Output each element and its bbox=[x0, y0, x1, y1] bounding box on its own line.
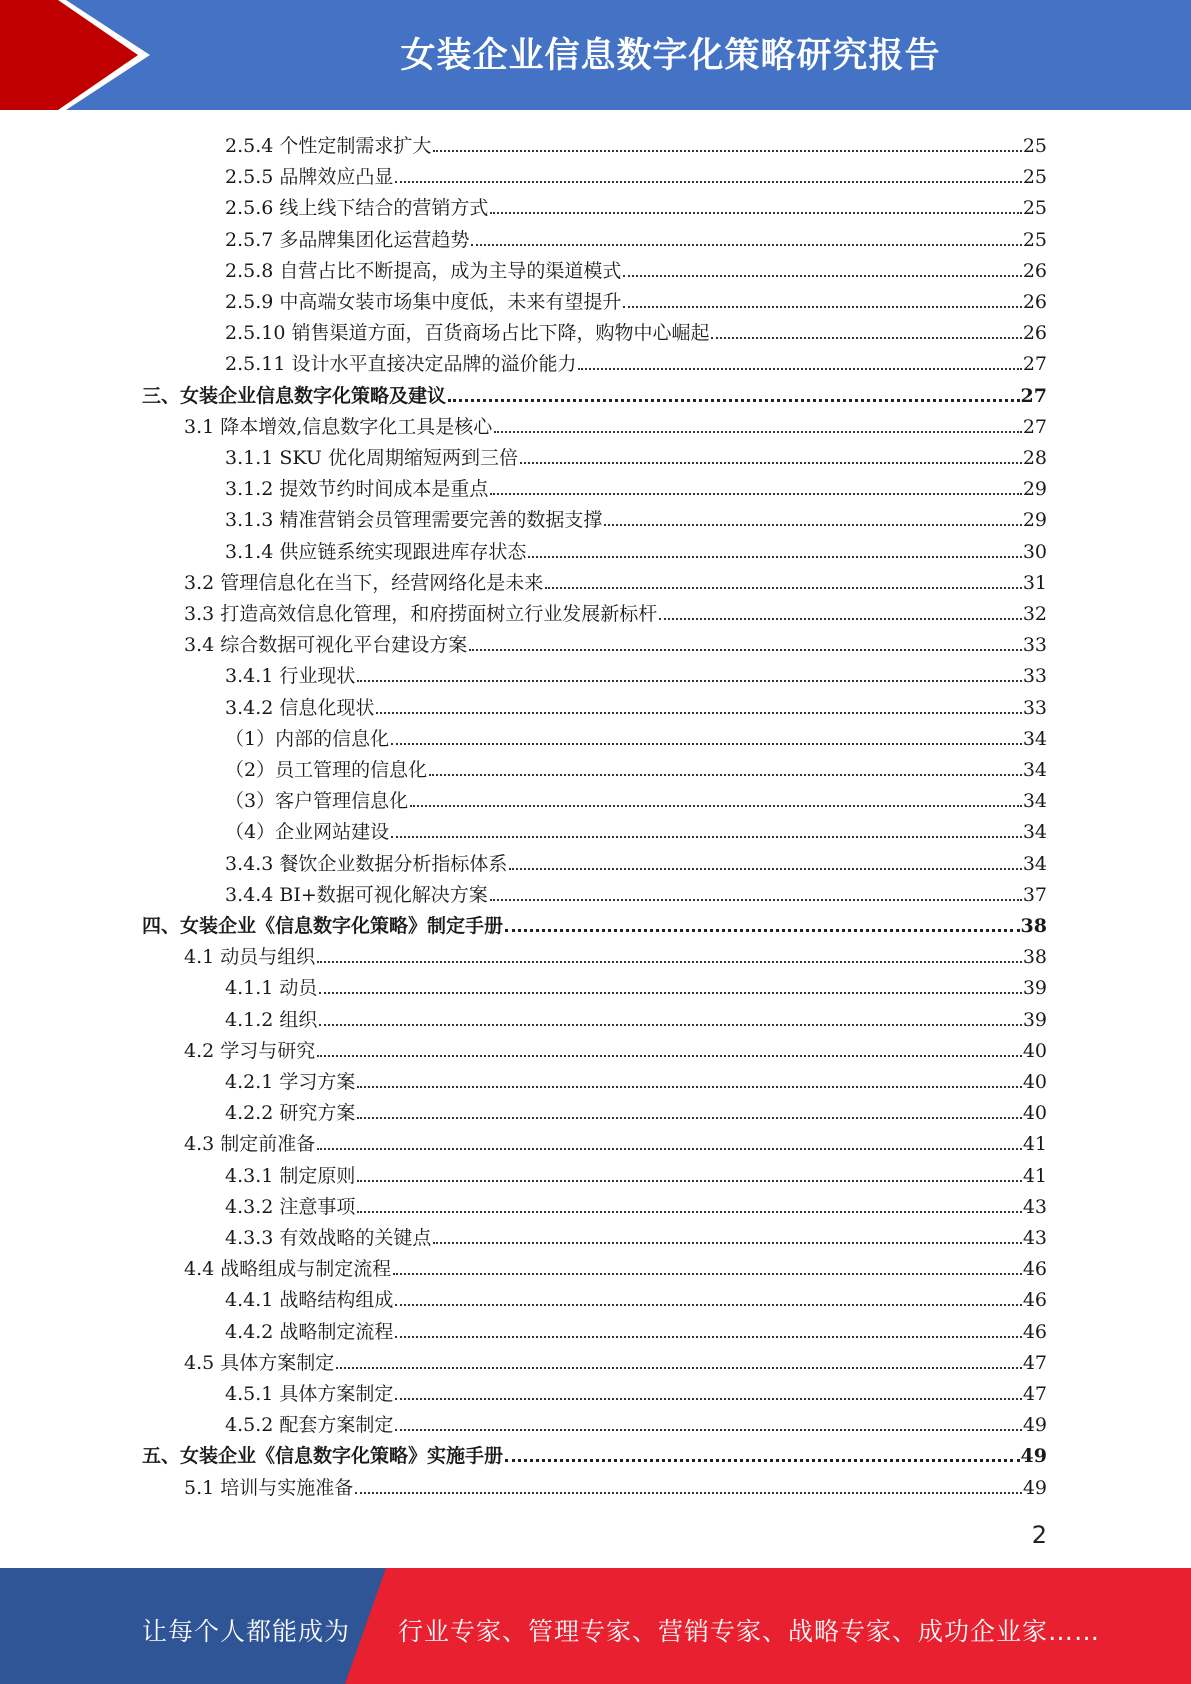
toc-entry-title: （1）内部的信息化 bbox=[225, 728, 390, 750]
toc-dot-leader bbox=[395, 1398, 1021, 1400]
toc-entry-page: 25 bbox=[1022, 166, 1047, 188]
toc-entry[interactable] bbox=[225, 283, 1047, 314]
toc-entry-page: 26 bbox=[1022, 322, 1047, 344]
toc-dot-leader bbox=[319, 1024, 1021, 1026]
toc-dot-leader bbox=[490, 212, 1021, 214]
toc-dot-leader bbox=[604, 524, 1021, 526]
toc-dot-leader bbox=[520, 462, 1022, 464]
toc-entry-page: 33 bbox=[1022, 634, 1047, 656]
toc-entry[interactable] bbox=[184, 1125, 1047, 1156]
toc-entry-title: 4.3.3 有效战略的关键点 bbox=[225, 1227, 432, 1249]
toc-entry-page: 27 bbox=[1020, 385, 1047, 407]
toc-entry-title: 4.3.2 注意事项 bbox=[225, 1196, 356, 1218]
toc-entry-page: 41 bbox=[1022, 1133, 1047, 1155]
toc-entry[interactable] bbox=[142, 377, 1047, 408]
toc-entry-page: 30 bbox=[1022, 541, 1047, 563]
toc-dot-leader bbox=[355, 1492, 1022, 1494]
toc-dot-leader bbox=[490, 899, 1022, 901]
toc-entry-page: 38 bbox=[1022, 946, 1047, 968]
toc-entry-title: 3.4.4 BI+数据可视化解决方案 bbox=[225, 884, 488, 906]
toc-dot-leader bbox=[711, 337, 1021, 339]
toc-entry-page: 46 bbox=[1022, 1258, 1047, 1280]
toc-dot-leader bbox=[433, 1242, 1021, 1244]
toc-entry-title: 3.4.3 餐饮企业数据分析指标体系 bbox=[225, 853, 508, 875]
toc-dot-leader bbox=[357, 1086, 1021, 1088]
toc-entry[interactable] bbox=[225, 657, 1047, 688]
toc-entry-title: 5.1 培训与实施准备 bbox=[184, 1477, 354, 1499]
footer-slogan-left: 让每个人都能成为 bbox=[142, 1617, 351, 1646]
toc-dot-leader bbox=[391, 836, 1022, 838]
toc-dot-leader bbox=[336, 1367, 1022, 1369]
toc-entry[interactable] bbox=[225, 969, 1047, 1000]
toc-entry-title: 3.4 综合数据可视化平台建设方案 bbox=[184, 634, 468, 656]
toc-entry-page: 31 bbox=[1022, 572, 1047, 594]
toc-dot-leader bbox=[494, 431, 1022, 433]
toc-entry[interactable] bbox=[184, 938, 1047, 969]
toc-entry[interactable] bbox=[225, 845, 1047, 876]
toc-entry-page: 27 bbox=[1022, 353, 1047, 375]
toc-dot-leader bbox=[357, 1180, 1021, 1182]
toc-dot-leader bbox=[357, 680, 1021, 682]
toc-entry[interactable] bbox=[225, 720, 1047, 751]
toc-entry-title: 3.1.2 提效节约时间成本是重点 bbox=[225, 478, 489, 500]
toc-entry-title: 3.4.2 信息化现状 bbox=[225, 697, 375, 719]
toc-entry-title: 4.2.2 研究方案 bbox=[225, 1102, 356, 1124]
toc-entry-page: 28 bbox=[1022, 447, 1047, 469]
toc-dot-leader bbox=[391, 743, 1022, 745]
toc-entry-title: 4.1.2 组织 bbox=[225, 1009, 318, 1031]
toc-entry-title: 2.5.9 中高端女装市场集中度低，未来有望提升 bbox=[225, 291, 622, 313]
toc-entry[interactable] bbox=[225, 1313, 1047, 1344]
toc-entry[interactable] bbox=[225, 751, 1047, 782]
toc-dot-leader bbox=[623, 275, 1021, 277]
toc-dot-leader bbox=[623, 306, 1021, 308]
toc-entry-page: 46 bbox=[1022, 1321, 1047, 1343]
toc-dot-leader bbox=[469, 649, 1022, 651]
toc-entry-page: 34 bbox=[1022, 821, 1047, 843]
toc-entry-page: 40 bbox=[1022, 1040, 1047, 1062]
toc-entry-page: 25 bbox=[1022, 135, 1047, 157]
toc-dot-leader bbox=[410, 805, 1022, 807]
toc-entry-page: 33 bbox=[1022, 697, 1047, 719]
toc-entry-title: 4.2 学习与研究 bbox=[184, 1040, 316, 1062]
toc-entry-page: 33 bbox=[1022, 665, 1047, 687]
toc-entry[interactable] bbox=[142, 907, 1047, 938]
toc-entry[interactable] bbox=[225, 314, 1047, 345]
toc-entry[interactable] bbox=[225, 1375, 1047, 1406]
toc-entry-title: 3.1 降本增效,信息数字化工具是核心 bbox=[184, 416, 493, 438]
toc-entry[interactable] bbox=[184, 1344, 1047, 1375]
toc-dot-leader bbox=[395, 1304, 1021, 1306]
toc-entry-title: 4.5.2 配套方案制定 bbox=[225, 1414, 394, 1436]
toc-entry-page: 46 bbox=[1022, 1289, 1047, 1311]
toc-entry-page: 40 bbox=[1022, 1102, 1047, 1124]
toc-entry[interactable] bbox=[225, 876, 1047, 907]
toc-entry-title: 4.1.1 动员 bbox=[225, 977, 318, 999]
toc-entry[interactable] bbox=[184, 1469, 1047, 1500]
toc-entry[interactable] bbox=[225, 1219, 1047, 1250]
toc-entry[interactable] bbox=[142, 1437, 1047, 1468]
toc-entry[interactable] bbox=[225, 689, 1047, 720]
toc-dot-leader bbox=[395, 181, 1021, 183]
toc-entry-title: 2.5.8 自营占比不断提高，成为主导的渠道模式 bbox=[225, 260, 622, 282]
toc-entry[interactable] bbox=[225, 158, 1047, 189]
toc-entry[interactable] bbox=[184, 626, 1047, 657]
toc-dot-leader bbox=[395, 1336, 1021, 1338]
toc-entry-page: 43 bbox=[1022, 1196, 1047, 1218]
toc-entry-title: 2.5.5 品牌效应凸显 bbox=[225, 166, 394, 188]
toc-entry-page: 39 bbox=[1022, 1009, 1047, 1031]
toc-entry-title: 2.5.11 设计水平直接决定品牌的溢价能力 bbox=[225, 353, 577, 375]
toc-entry-page: 34 bbox=[1022, 790, 1047, 812]
toc-entry[interactable] bbox=[225, 782, 1047, 813]
toc-entry-title: 五、女装企业《信息数字化策略》实施手册 bbox=[142, 1445, 504, 1467]
toc-entry[interactable] bbox=[225, 1157, 1047, 1188]
toc-entry[interactable] bbox=[225, 252, 1047, 283]
toc-entry[interactable] bbox=[225, 1063, 1047, 1094]
toc-entry-page: 49 bbox=[1020, 1445, 1047, 1467]
toc-entry-page: 40 bbox=[1022, 1071, 1047, 1093]
toc-dot-leader bbox=[376, 712, 1021, 714]
footer-slogan-right: 行业专家、管理专家、营销专家、战略专家、成功企业家…… bbox=[398, 1617, 1101, 1646]
toc-entry-page: 39 bbox=[1022, 977, 1047, 999]
toc-entry-page: 34 bbox=[1022, 728, 1047, 750]
page-footer bbox=[0, 1568, 1191, 1684]
toc-dot-leader bbox=[528, 556, 1021, 558]
toc-entry-page: 43 bbox=[1022, 1227, 1047, 1249]
toc-entry[interactable] bbox=[184, 595, 1047, 626]
toc-entry-title: 3.3 打造高效信息化管理，和府捞面树立行业发展新标杆 bbox=[184, 603, 658, 625]
toc-dot-leader bbox=[317, 961, 1022, 963]
toc-entry-title: （3）客户管理信息化 bbox=[225, 790, 409, 812]
toc-dot-leader bbox=[659, 618, 1022, 620]
toc-entry[interactable] bbox=[225, 1281, 1047, 1312]
toc-entry-page: 47 bbox=[1022, 1383, 1047, 1405]
page-number: 2 bbox=[1031, 1521, 1047, 1549]
toc-entry-title: （2）员工管理的信息化 bbox=[225, 759, 428, 781]
toc-entry-title: 4.4.1 战略结构组成 bbox=[225, 1289, 394, 1311]
toc-entry-page: 37 bbox=[1022, 884, 1047, 906]
toc-entry-page: 41 bbox=[1022, 1165, 1047, 1187]
toc-entry-title: 3.1.4 供应链系统实现跟进库存状态 bbox=[225, 541, 527, 563]
toc-dot-leader bbox=[319, 992, 1021, 994]
toc-dot-leader bbox=[433, 150, 1021, 152]
toc-entry[interactable] bbox=[225, 1406, 1047, 1437]
toc-dot-leader bbox=[578, 368, 1021, 370]
toc-dot-leader bbox=[545, 587, 1022, 589]
toc-entry[interactable] bbox=[225, 439, 1047, 470]
toc-entry-title: （4）企业网站建设 bbox=[225, 821, 390, 843]
toc-entry[interactable] bbox=[225, 1188, 1047, 1219]
toc-entry-page: 29 bbox=[1022, 509, 1047, 531]
toc-entry-page: 47 bbox=[1022, 1352, 1047, 1374]
toc-entry-title: 2.5.7 多品牌集团化运营趋势 bbox=[225, 229, 470, 251]
toc-entry-page: 32 bbox=[1022, 603, 1047, 625]
toc-entry[interactable] bbox=[225, 189, 1047, 220]
toc-entry[interactable] bbox=[184, 1032, 1047, 1063]
toc-dot-leader bbox=[395, 1429, 1021, 1431]
toc-dot-leader bbox=[509, 868, 1021, 870]
toc-entry[interactable] bbox=[184, 564, 1047, 595]
toc-entry-page: 49 bbox=[1022, 1414, 1047, 1436]
toc-entry-page: 25 bbox=[1022, 229, 1047, 251]
toc-entry-page: 27 bbox=[1022, 416, 1047, 438]
toc-entry-page: 25 bbox=[1022, 197, 1047, 219]
toc-dot-leader bbox=[357, 1211, 1021, 1213]
toc-entry[interactable] bbox=[225, 1001, 1047, 1032]
toc-entry-title: 4.5.1 具体方案制定 bbox=[225, 1383, 394, 1405]
toc-dot-leader bbox=[393, 1273, 1022, 1275]
toc-entry[interactable] bbox=[225, 221, 1047, 252]
toc-entry-title: 3.1.1 SKU 优化周期缩短两到三倍 bbox=[225, 447, 518, 469]
toc-dot-leader bbox=[317, 1148, 1022, 1150]
toc-entry-title: 三、女装企业信息数字化策略及建议 bbox=[142, 385, 447, 407]
toc-entry[interactable] bbox=[184, 408, 1047, 439]
toc-entry-title: 四、女装企业《信息数字化策略》制定手册 bbox=[142, 915, 504, 937]
toc-dot-leader bbox=[490, 493, 1021, 495]
toc-entry-title: 4.3 制定前准备 bbox=[184, 1133, 316, 1155]
toc-dot-leader bbox=[429, 774, 1022, 776]
toc-entry[interactable] bbox=[225, 127, 1047, 158]
toc-entry-title: 4.2.1 学习方案 bbox=[225, 1071, 356, 1093]
toc-entry-title: 3.2 管理信息化在当下，经营网络化是未来 bbox=[184, 572, 544, 594]
toc-entry-title: 4.4.2 战略制定流程 bbox=[225, 1321, 394, 1343]
toc-dot-leader bbox=[471, 244, 1021, 246]
toc-entry-title: 3.1.3 精准营销会员管理需要完善的数据支撑 bbox=[225, 509, 603, 531]
toc-entry-page: 29 bbox=[1022, 478, 1047, 500]
toc-entry-page: 26 bbox=[1022, 291, 1047, 313]
toc-entry-page: 38 bbox=[1020, 915, 1047, 937]
toc-entry-page: 34 bbox=[1022, 759, 1047, 781]
toc-entry-title: 2.5.10 销售渠道方面，百货商场占比下降，购物中心崛起 bbox=[225, 322, 710, 344]
toc-entry[interactable] bbox=[225, 533, 1047, 564]
toc-entry[interactable] bbox=[225, 345, 1047, 376]
toc-entry[interactable] bbox=[225, 813, 1047, 844]
toc-dot-leader bbox=[357, 1117, 1021, 1119]
toc-dot-leader bbox=[505, 1459, 1020, 1462]
toc-entry[interactable] bbox=[225, 470, 1047, 501]
toc-entry-title: 4.5 具体方案制定 bbox=[184, 1352, 335, 1374]
page-header bbox=[0, 0, 1191, 110]
toc-entry-page: 34 bbox=[1022, 853, 1047, 875]
toc-entry-title: 2.5.4 个性定制需求扩大 bbox=[225, 135, 432, 157]
toc-entry[interactable] bbox=[184, 1250, 1047, 1281]
toc-entry-page: 26 bbox=[1022, 260, 1047, 282]
toc-entry-title: 4.4 战略组成与制定流程 bbox=[184, 1258, 392, 1280]
toc-entry-page: 49 bbox=[1022, 1477, 1047, 1499]
toc-dot-leader bbox=[505, 929, 1020, 932]
report-title: 女装企业信息数字化策略研究报告 bbox=[400, 36, 941, 76]
toc-entry-title: 4.1 动员与组织 bbox=[184, 946, 316, 968]
toc-entry-title: 3.4.1 行业现状 bbox=[225, 665, 356, 687]
toc-dot-leader bbox=[317, 1055, 1022, 1057]
toc-entry[interactable] bbox=[225, 501, 1047, 532]
toc-entry-title: 2.5.6 线上线下结合的营销方式 bbox=[225, 197, 489, 219]
toc-dot-leader bbox=[448, 399, 1020, 402]
toc-entry[interactable] bbox=[225, 1094, 1047, 1125]
toc-entry-title: 4.3.1 制定原则 bbox=[225, 1165, 356, 1187]
